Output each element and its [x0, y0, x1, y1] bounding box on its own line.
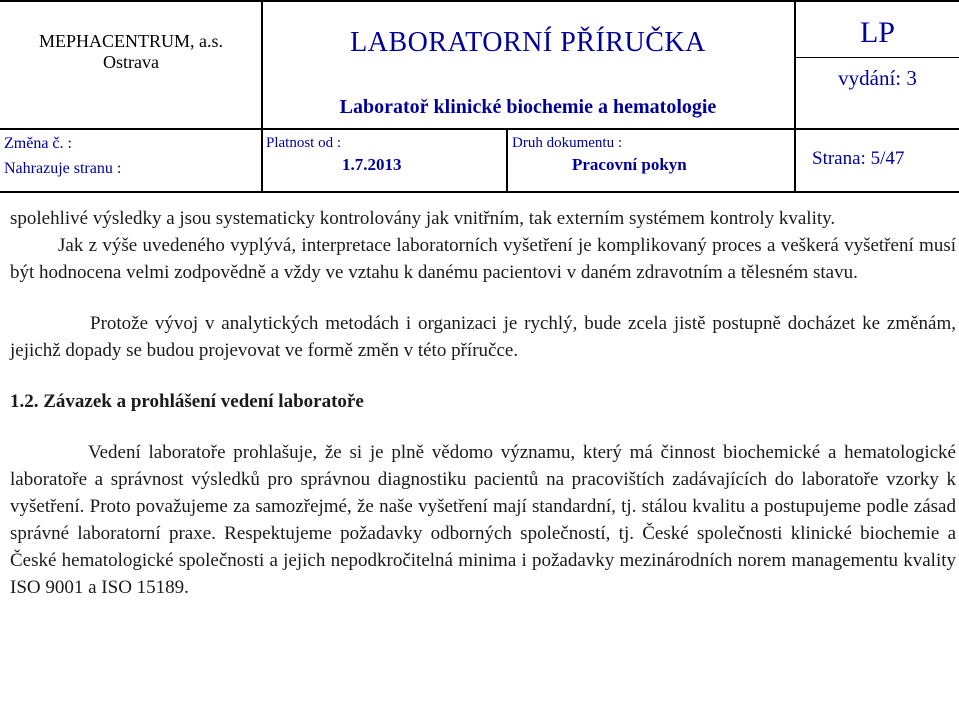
document-body [10, 205, 956, 601]
section-heading: 1.2. Závazek a prohlášení vedení laboratoře [10, 391, 364, 412]
header-divider-bottom-1 [261, 128, 263, 192]
doc-type-value: Pracovní pokyn [572, 155, 687, 174]
spacer [10, 415, 956, 439]
header-top-border [0, 0, 959, 2]
document-header [0, 0, 959, 193]
spacer [10, 286, 956, 310]
paragraph-quality-control: spolehlivé výsledky a jsou systematicky kontrolovány jak vnitřním, tak externím systémem kontroly kvality. [10, 208, 836, 229]
company-block [0, 31, 262, 73]
page-number: Strana: 5/47 [812, 148, 905, 169]
header-bottom-border [0, 191, 959, 193]
company-city: Ostrava [103, 52, 159, 72]
document-code: LP [859, 16, 895, 49]
paragraph-changes: Protože vývoj v analytických metodách i organizaci je rychlý, bude zcela jistě postupně docházet ke změnám, jejichž dopady se budou projevovat ve formě změn v této příručce. [10, 313, 956, 361]
header-edition-separator [794, 57, 959, 58]
company-name: MEPHACENTRUM, a.s. [38, 31, 223, 51]
valid-from-value: 1.7.2013 [342, 155, 402, 174]
document-title: LABORATORNÍ PŘÍRUČKA [350, 27, 706, 58]
change-label: Změna č. : [4, 135, 72, 152]
header-row-separator [0, 128, 959, 130]
paragraph-management-commitment: Vedení laboratoře prohlašuje, že si je plně vědomo významu, který má činnost biochemické a hematologické laboratoře a správnost výsledků pro správnou diagnostiku pacientů na pracovištích zadávajících do laboratoře vzorky k vyšetření. Proto považujeme za samozřejmé, že naše vyšetření mají standardní, tj. stálou kvalitu a postupujeme podle zásad správné laboratorní praxe. Respektujeme požadavky odborných společností, tj. České společnosti klinické biochemie a České hematologické společnosti a jejich nepodkročitelná minima i požadavky mezinárodních norem managementu kvality ISO 9001 a ISO 15189. [10, 442, 956, 598]
replaces-label: Nahrazuje stranu : [4, 160, 122, 177]
valid-from-label: Platnost od : [266, 135, 342, 151]
header-divider-bottom-2 [506, 128, 508, 192]
document-edition: vydání: 3 [838, 66, 917, 90]
spacer [10, 364, 956, 388]
paragraph-interpretation: Jak z výše uvedeného vyplývá, interpretace laboratorních vyšetření je komplikovaný proces a veškerá vyšetření musí být hodnocena velmi zodpovědně a vždy ve vztahu k danému pacientovi v daném zdravotním a tělesném stavu. [10, 235, 956, 283]
laboratory-name: Laboratoř klinické biochemie a hematologie [339, 96, 717, 118]
doc-type-label: Druh dokumentu : [512, 135, 622, 151]
